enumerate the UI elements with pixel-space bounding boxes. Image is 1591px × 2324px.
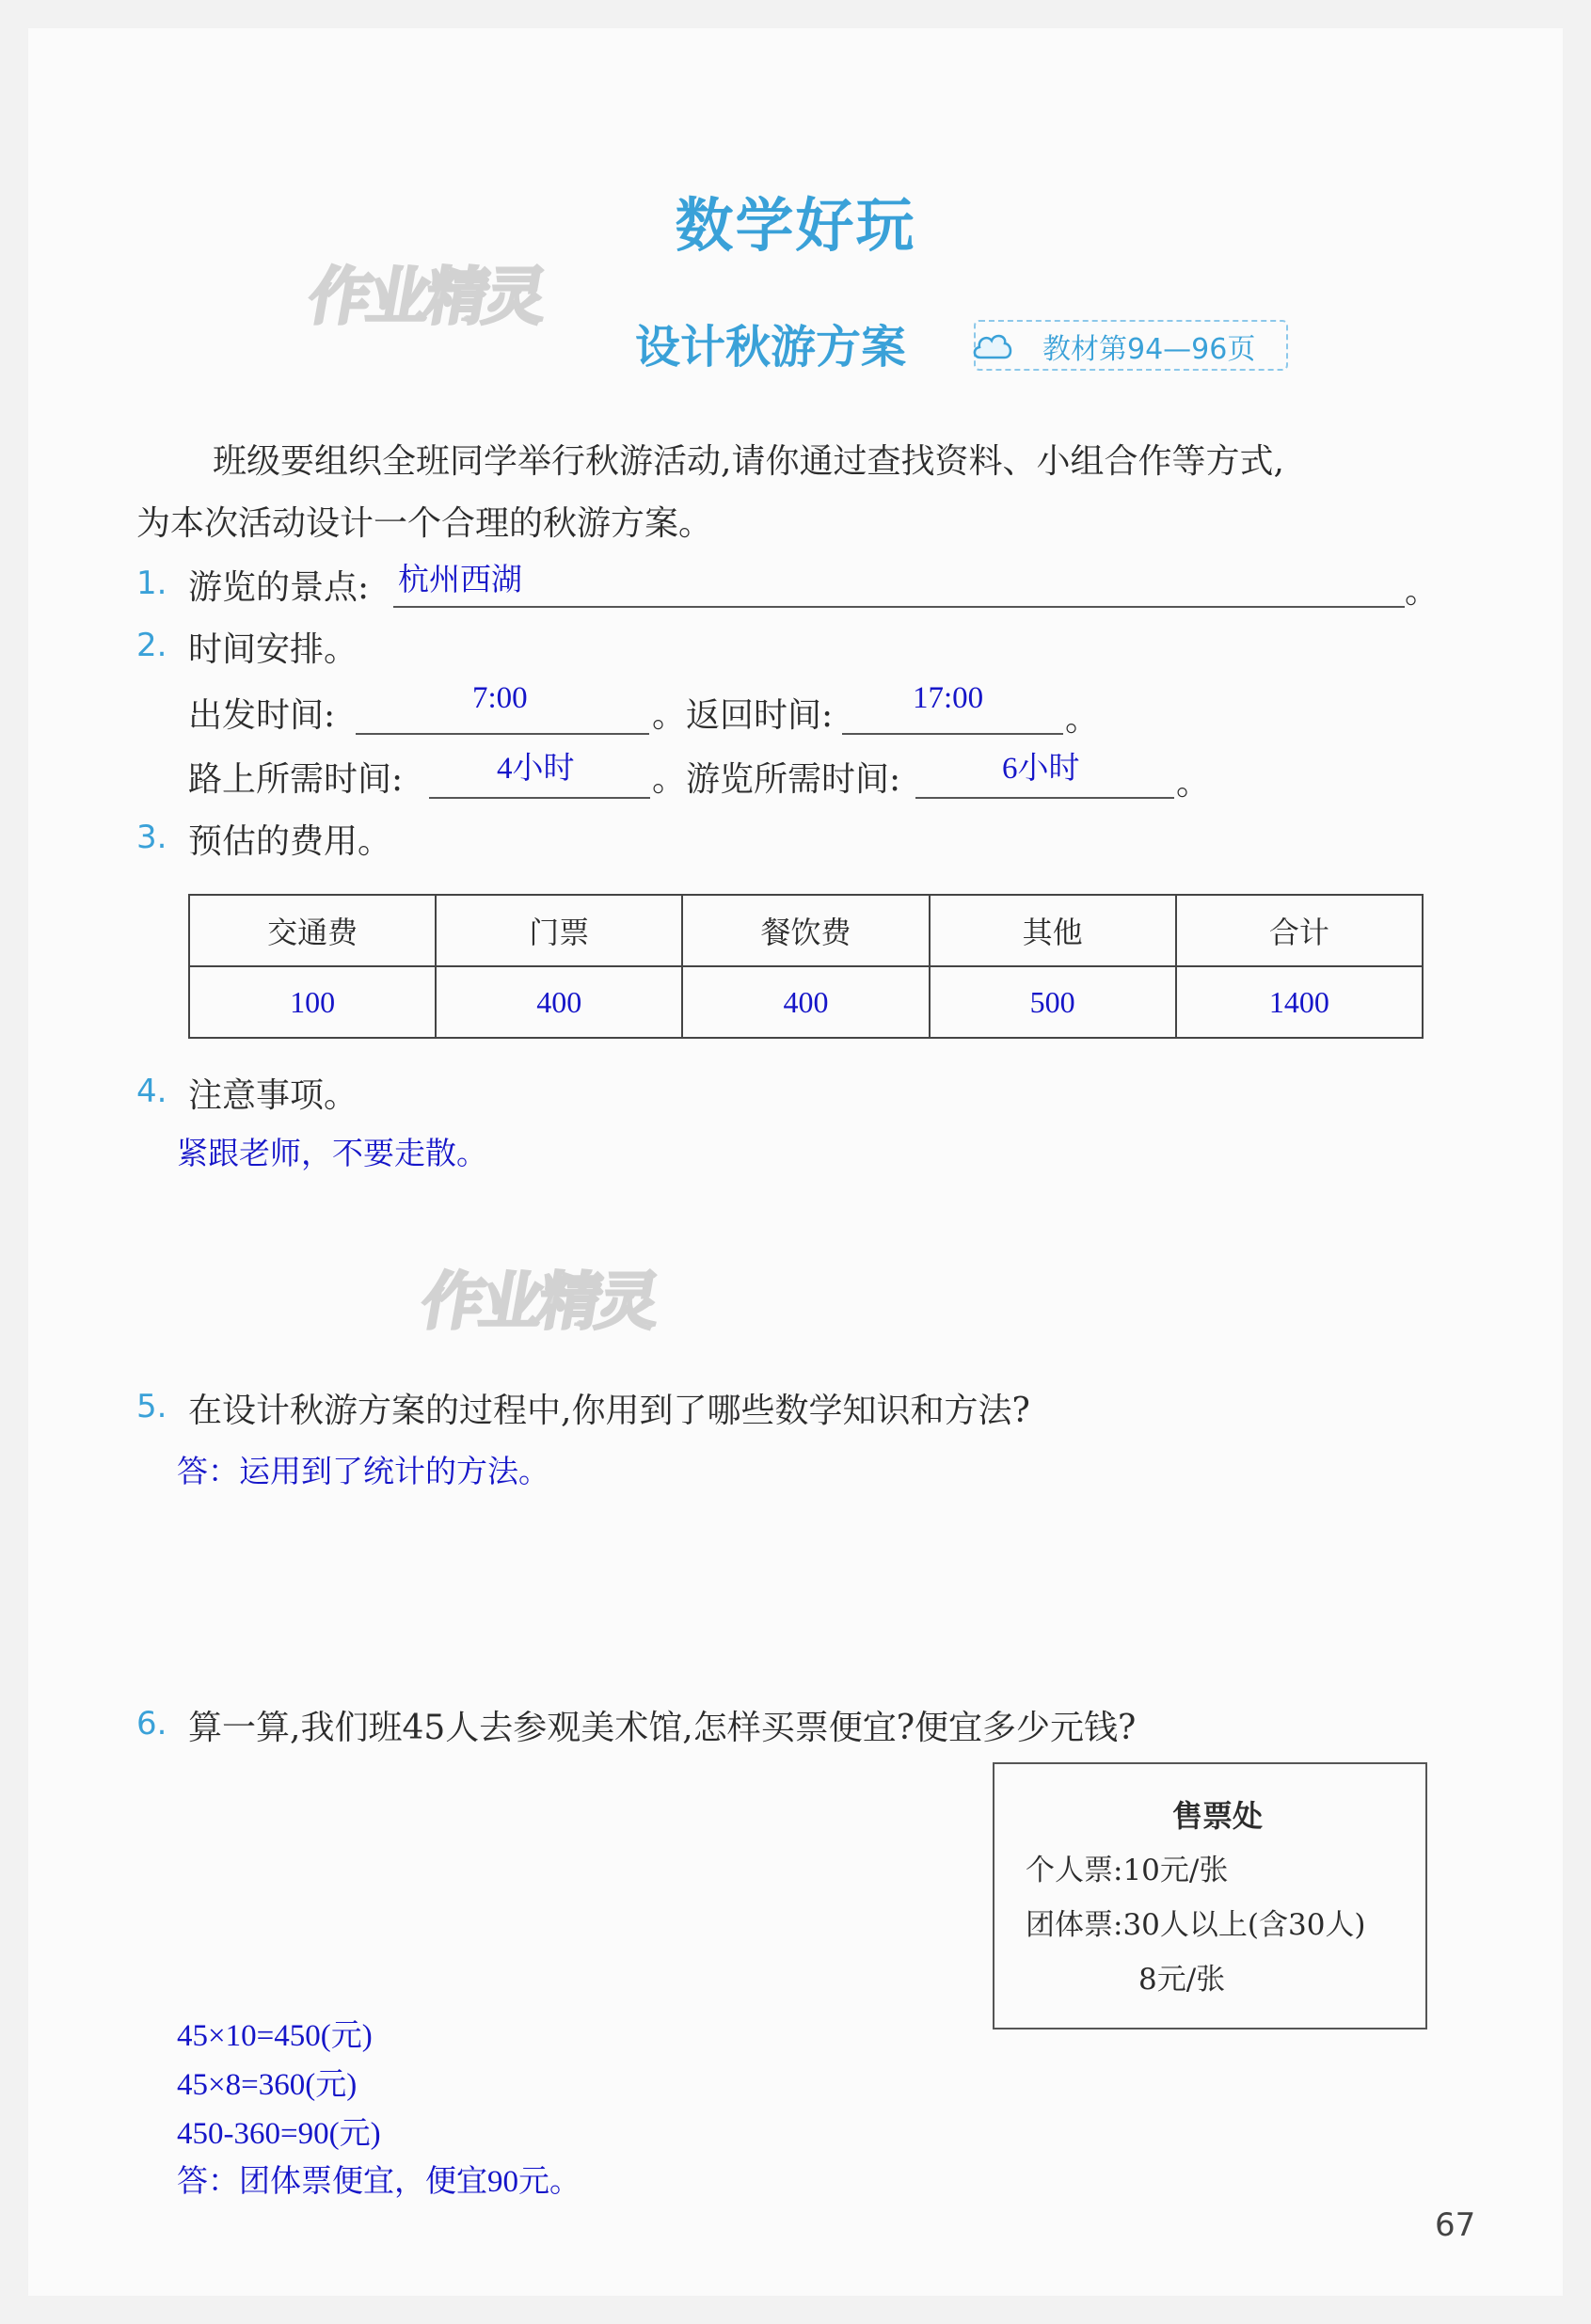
fee-value-ticket: 400 xyxy=(436,966,682,1038)
fee-value-meal: 400 xyxy=(682,966,929,1038)
depart-answer: 7:00 xyxy=(472,681,528,715)
q6-label: 算一算,我们班45人去参观美术馆,怎样买票便宜?便宜多少元钱? xyxy=(188,1709,1137,1747)
watermark-top: 作业精灵 xyxy=(303,261,549,333)
ticket-group-condition: 团体票:30人以上(含30人) xyxy=(1026,1908,1366,1942)
cloud-icon xyxy=(969,322,1016,369)
q1-number: 1. xyxy=(136,565,167,602)
fee-header-row xyxy=(189,895,1423,966)
fee-value-other: 500 xyxy=(930,966,1176,1038)
q5-answer: 答：运用到了统计的方法。 xyxy=(177,1456,549,1489)
fee-header-other: 其他 xyxy=(930,895,1176,966)
q6-number: 6. xyxy=(136,1705,167,1743)
ticket-individual-price: 个人票:10元/张 xyxy=(1026,1854,1229,1887)
return-answer: 17:00 xyxy=(913,681,984,715)
q4-label: 注意事项。 xyxy=(188,1076,358,1115)
q3-label: 预估的费用。 xyxy=(188,822,392,861)
q3-number: 3. xyxy=(136,819,167,856)
tour-answer: 6小时 xyxy=(1002,752,1080,786)
q2-number: 2. xyxy=(136,627,167,664)
page-title: 数学好玩 xyxy=(675,191,916,260)
q1-answer: 杭州西湖 xyxy=(398,564,522,597)
q4-answer: 紧跟老师，不要走散。 xyxy=(177,1138,487,1171)
fee-table xyxy=(188,894,1424,1039)
travel-answer: 4小时 xyxy=(497,752,575,786)
q6-answer: 答：团体票便宜，便宜90元。 xyxy=(177,2165,581,2199)
calc-line-2: 45×8=360(元) xyxy=(177,2068,358,2102)
fee-value-total: 1400 xyxy=(1176,966,1423,1038)
section-title: 设计秋游方案 xyxy=(635,321,907,374)
q1-blank xyxy=(393,565,1405,608)
watermark-middle: 作业精灵 xyxy=(416,1265,662,1338)
ticket-office-title: 售票处 xyxy=(1172,1798,1264,1834)
return-label: 。返回时间: xyxy=(652,696,834,735)
travel-label: 路上所需时间: xyxy=(188,760,404,799)
q2-line2-end: 。 xyxy=(1176,764,1211,803)
fee-value-transport: 100 xyxy=(189,966,436,1038)
ticket-group-price: 8元/张 xyxy=(1138,1963,1226,1997)
q4-number: 4. xyxy=(136,1073,167,1110)
q2-line1-end: 。 xyxy=(1065,700,1100,739)
q2-label: 时间安排。 xyxy=(188,630,358,669)
calc-line-1: 45×10=450(元) xyxy=(177,2019,373,2053)
page-number: 67 xyxy=(1435,2206,1476,2244)
fee-header-ticket: 门票 xyxy=(436,895,682,966)
depart-label: 出发时间: xyxy=(188,696,336,735)
tour-label: 。游览所需时间: xyxy=(652,760,901,799)
calc-line-3: 450-360=90(元) xyxy=(177,2117,381,2151)
q5-label: 在设计秋游方案的过程中,你用到了哪些数学知识和方法? xyxy=(188,1392,1030,1430)
textbook-ref: 教材第94—96页 xyxy=(1042,333,1256,366)
fee-value-row xyxy=(189,966,1423,1038)
fee-header-transport: 交通费 xyxy=(189,895,436,966)
intro-line-2: 为本次活动设计一个合理的秋游方案。 xyxy=(136,504,713,543)
intro-line-1: 班级要组织全班同学举行秋游活动,请你通过查找资料、小组合作等方式, xyxy=(213,442,1284,481)
fee-header-total: 合计 xyxy=(1176,895,1423,966)
q5-number: 5. xyxy=(136,1388,167,1425)
q1-end: 。 xyxy=(1405,572,1440,611)
q1-label: 游览的景点: xyxy=(188,568,370,607)
fee-header-meal: 餐饮费 xyxy=(682,895,929,966)
